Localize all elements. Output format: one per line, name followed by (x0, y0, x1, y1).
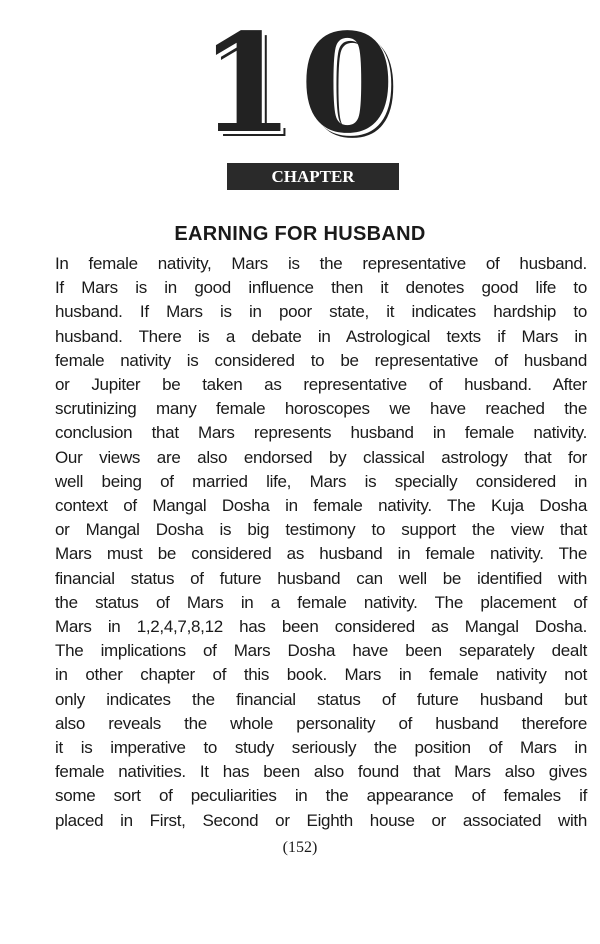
text-line: also reveals the whole personality of husband therefore (55, 713, 587, 733)
text-line: husband. If Mars is in poor state, it indicates hardship to (55, 302, 587, 322)
body-text (55, 252, 587, 833)
chapter-label: CHAPTER (227, 163, 399, 190)
text-line: or Mangal Dosha is big testimony to support the view that (55, 520, 587, 540)
text-line: scrutinizing many female horoscopes we have reached the (55, 399, 587, 419)
text-line: context of Mangal Dosha in female nativity. The Kuja Dosha (55, 496, 587, 516)
text-line: the status of Mars in a female nativity. The placement of (55, 592, 587, 612)
text-line: Our views are also endorsed by classical astrology that for (55, 447, 587, 467)
text-line: husband. There is a debate in Astrological texts if Mars in (55, 326, 587, 346)
text-line: placed in First, Second or Eighth house or associated with (55, 810, 587, 830)
text-line: female nativities. It has been also found that Mars also gives (55, 762, 587, 782)
text-line: some sort of peculiarities in the appearance of females if (55, 786, 587, 806)
text-line: female nativity is considered to be representative of husband (55, 350, 587, 370)
text-line: In female nativity, Mars is the representative of husband. (55, 254, 587, 273)
chapter-title: EARNING FOR HUSBAND (174, 223, 426, 245)
page-number: (152) (282, 839, 318, 856)
text-line: or Jupiter be taken as representative of husband. After (55, 375, 587, 395)
text-line: only indicates the financial status of future husband but (55, 689, 587, 709)
chapter-number: 10 (199, 14, 401, 154)
text-line: Mars must be considered as husband in female nativity. The (55, 544, 587, 564)
text-line: in other chapter of this book. Mars in female nativity not (55, 665, 587, 685)
text-line: If Mars is in good influence then it denotes good life to (55, 278, 587, 298)
text-line: Mars in 1,2,4,7,8,12 has been considered as Mangal Dosha. (55, 617, 587, 637)
text-line: well being of married life, Mars is specially considered in (55, 471, 587, 491)
text-line: financial status of future husband can well be identified with (55, 568, 587, 588)
text-line: conclusion that Mars represents husband in female nativity. (55, 423, 587, 443)
text-line: The implications of Mars Dosha have been separately dealt (55, 641, 587, 661)
text-line: it is imperative to study seriously the position of Mars in (55, 738, 587, 758)
